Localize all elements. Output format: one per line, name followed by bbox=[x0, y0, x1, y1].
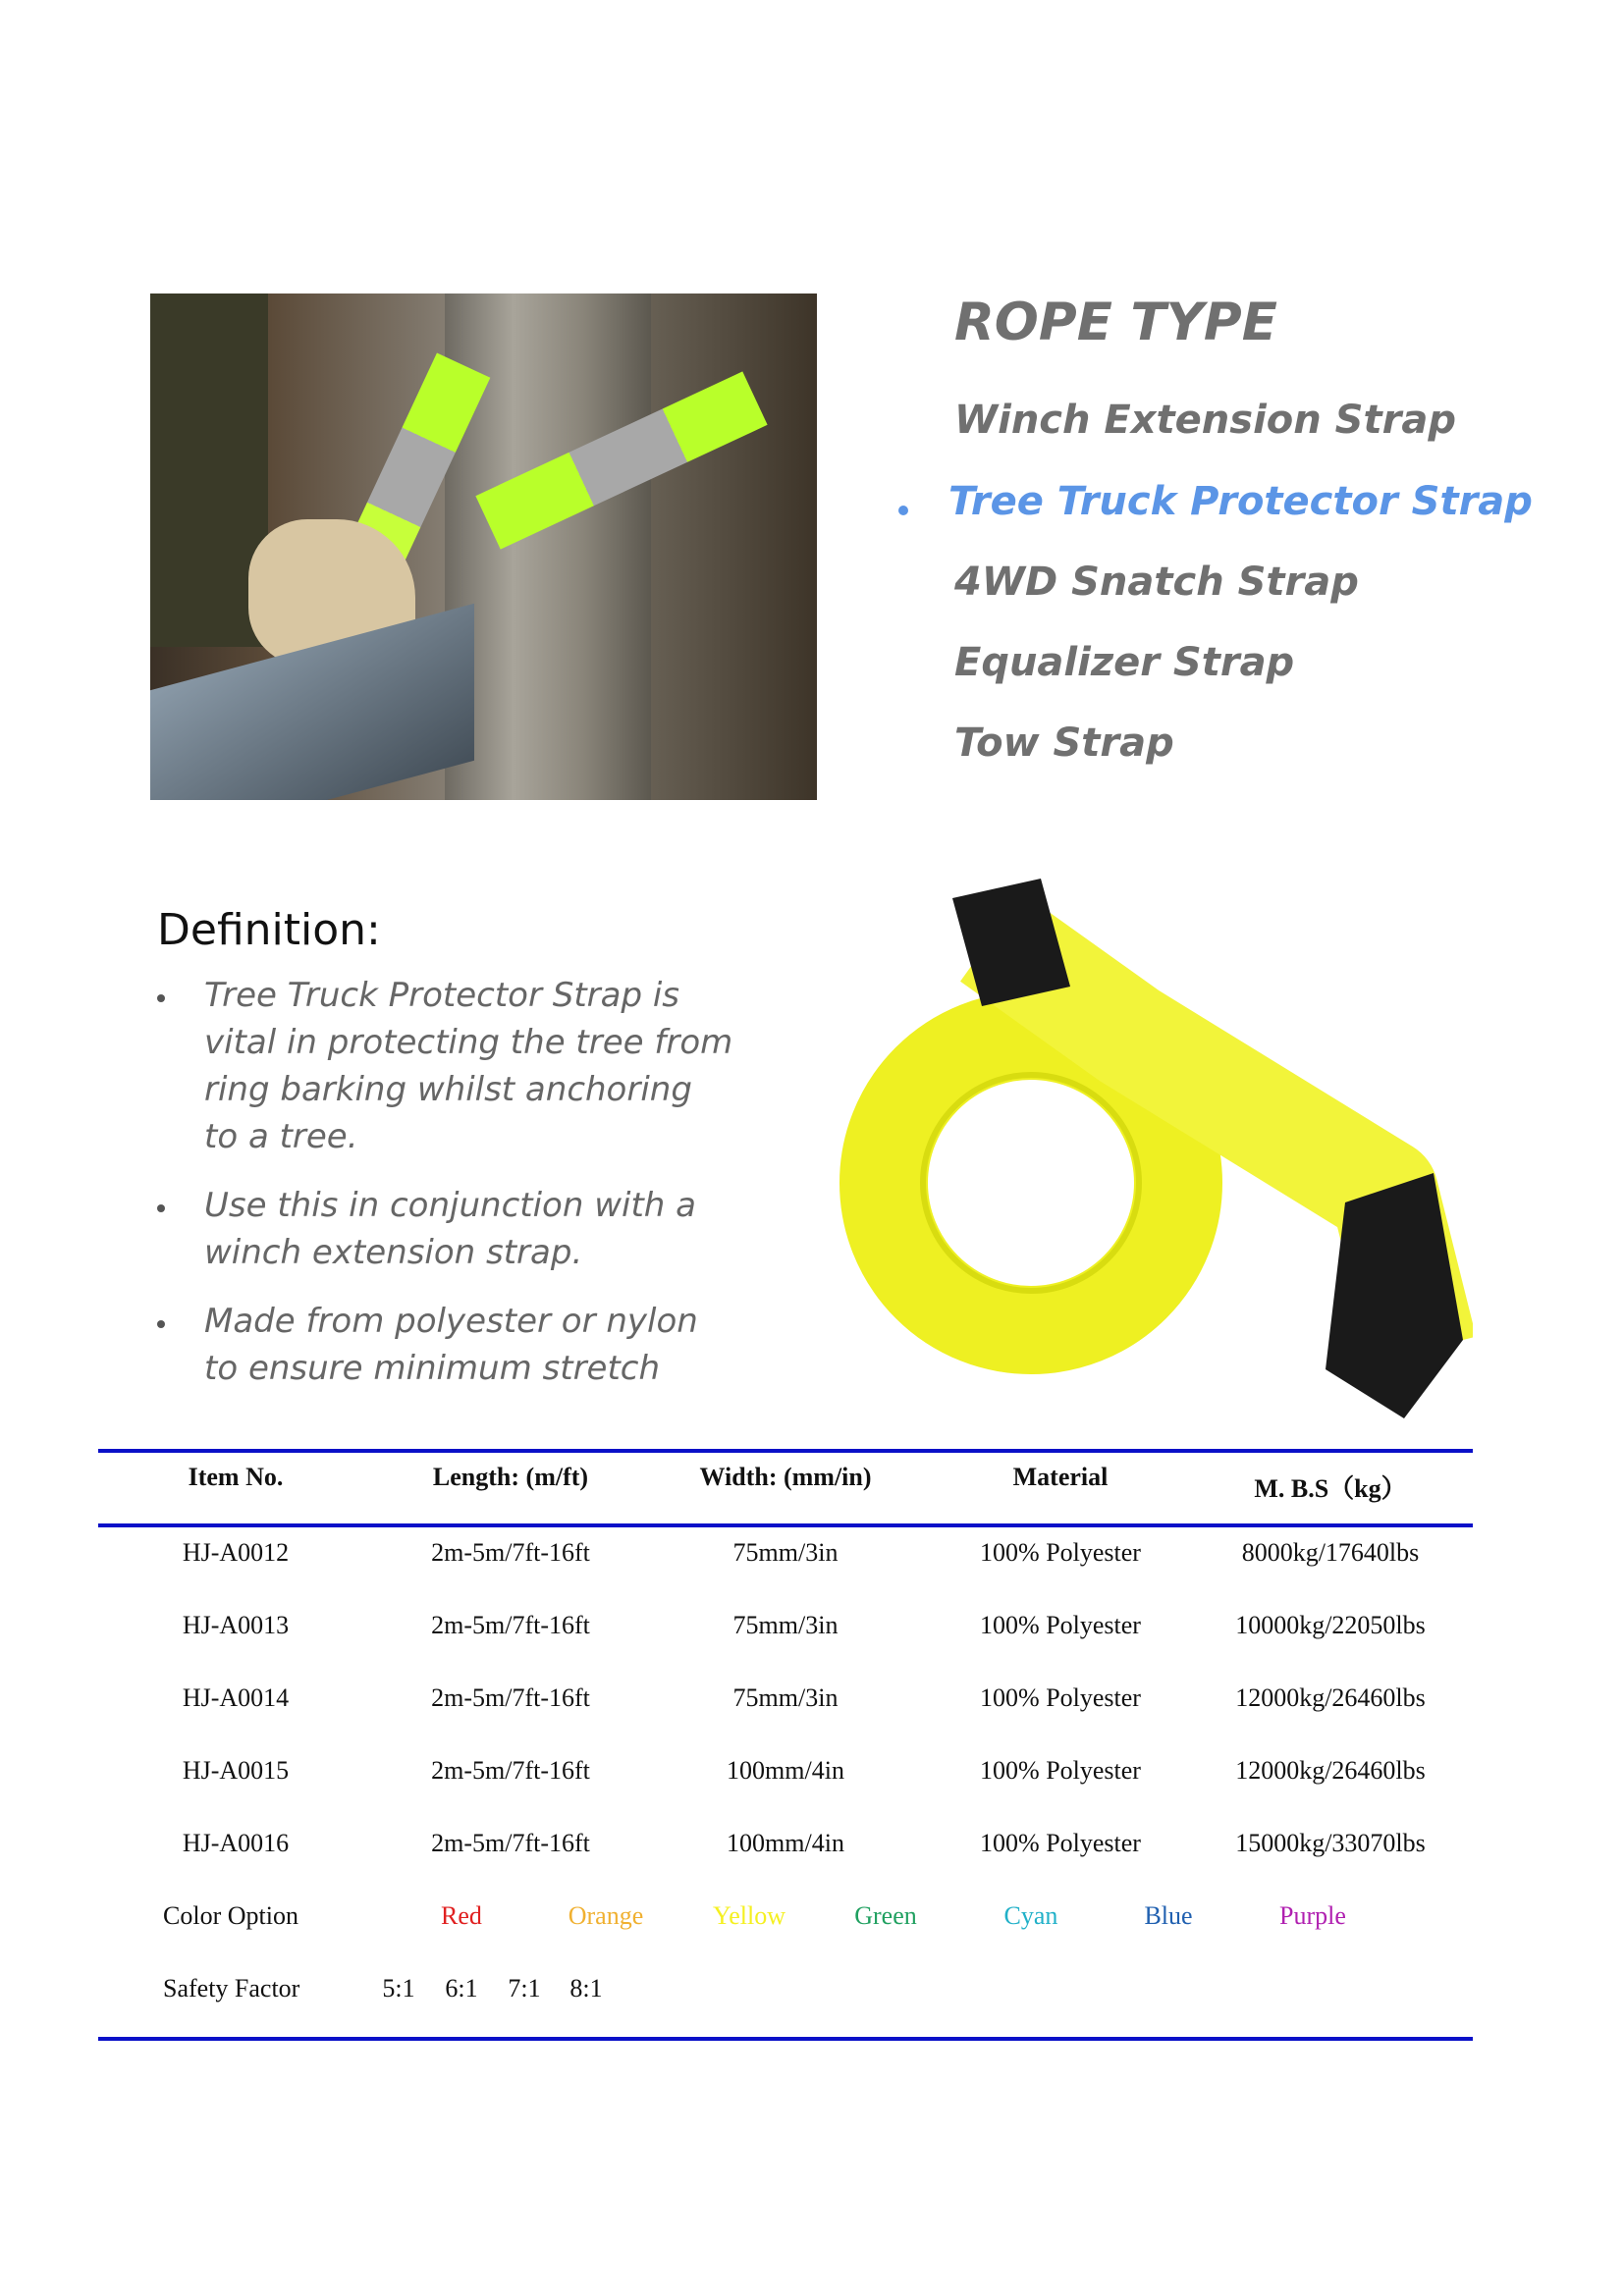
header-width: Width: (mm/in) bbox=[699, 1463, 872, 1491]
rope-type-item: Equalizer Strap bbox=[954, 640, 1295, 685]
active-bullet-icon bbox=[898, 506, 908, 515]
definition-bullet: Tree Truck Protector Strap is vital in protecting the tree from ring barking whilst anchoring to a tree. bbox=[204, 976, 733, 1156]
table-cell: 100% Polyester bbox=[980, 1683, 1141, 1712]
header-mbs: M. B.S（kg） bbox=[1254, 1474, 1407, 1503]
table-cell: 2m-5m/7ft-16ft bbox=[431, 1756, 590, 1785]
rope-type-heading: ROPE TYPE bbox=[954, 293, 1277, 352]
header-length: Length: (m/ft) bbox=[432, 1463, 589, 1491]
color-option-yellow: Yellow bbox=[713, 1901, 785, 1930]
tree-strap-photo bbox=[150, 294, 817, 800]
safety-factor-value: 5:1 bbox=[382, 1974, 415, 2002]
table-cell: 8000kg/17640lbs bbox=[1241, 1538, 1420, 1567]
table-cell: 100% Polyester bbox=[980, 1538, 1141, 1567]
definition-bullet: Use this in conjunction with a winch extension strap. bbox=[204, 1186, 696, 1272]
definition-bullet: Made from polyester or nylon to ensure minimum stretch bbox=[204, 1302, 698, 1388]
color-option-cyan: Cyan bbox=[1003, 1901, 1058, 1930]
table-cell: HJ-A0016 bbox=[182, 1829, 290, 1857]
color-option-green: Green bbox=[854, 1901, 917, 1930]
table-cell: 12000kg/26460lbs bbox=[1235, 1756, 1426, 1785]
table-cell: 10000kg/22050lbs bbox=[1235, 1611, 1426, 1639]
table-bottom-rule bbox=[98, 2037, 1473, 2041]
header-material: Material bbox=[1012, 1463, 1109, 1491]
table-cell: HJ-A0015 bbox=[182, 1756, 290, 1785]
definition-heading: Definition: bbox=[157, 905, 381, 955]
table-cell: HJ-A0012 bbox=[182, 1538, 290, 1567]
rope-type-item: Tow Strap bbox=[954, 721, 1174, 766]
yellow-strap-photo bbox=[835, 879, 1473, 1423]
table-header-rule bbox=[98, 1523, 1473, 1527]
table-cell: 100% Polyester bbox=[980, 1611, 1141, 1639]
safety-factor-value: 7:1 bbox=[508, 1974, 541, 2002]
bullet-icon bbox=[157, 1320, 165, 1328]
bullet-icon bbox=[157, 994, 165, 1002]
rope-type-item-active: Tree Truck Protector Strap bbox=[948, 479, 1533, 524]
table-cell: 2m-5m/7ft-16ft bbox=[431, 1611, 590, 1639]
color-option-orange: Orange bbox=[568, 1901, 644, 1930]
table-cell: 100mm/4in bbox=[727, 1829, 844, 1857]
table-top-rule bbox=[98, 1449, 1473, 1453]
table-cell: 15000kg/33070lbs bbox=[1235, 1829, 1426, 1857]
rope-type-item: Winch Extension Strap bbox=[954, 398, 1456, 443]
color-option-purple: Purple bbox=[1279, 1901, 1346, 1930]
table-cell: 2m-5m/7ft-16ft bbox=[431, 1683, 590, 1712]
table-cell: 2m-5m/7ft-16ft bbox=[431, 1538, 590, 1567]
rope-type-item: 4WD Snatch Strap bbox=[954, 560, 1359, 605]
table-cell: 75mm/3in bbox=[732, 1538, 839, 1567]
table-cell: 12000kg/26460lbs bbox=[1235, 1683, 1426, 1712]
safety-factor-value: 6:1 bbox=[445, 1974, 478, 2002]
table-cell: 75mm/3in bbox=[732, 1611, 839, 1639]
table-cell: HJ-A0013 bbox=[182, 1611, 290, 1639]
color-option-label: Color Option bbox=[163, 1901, 298, 1930]
table-cell: 2m-5m/7ft-16ft bbox=[431, 1829, 590, 1857]
table-cell: 100mm/4in bbox=[727, 1756, 844, 1785]
header-item-no: Item No. bbox=[188, 1463, 284, 1491]
safety-factor-value: 8:1 bbox=[569, 1974, 603, 2002]
safety-factor-label: Safety Factor bbox=[163, 1974, 300, 2002]
table-cell: 100% Polyester bbox=[980, 1756, 1141, 1785]
table-cell: 75mm/3in bbox=[732, 1683, 839, 1712]
table-cell: HJ-A0014 bbox=[182, 1683, 290, 1712]
bullet-icon bbox=[157, 1204, 165, 1212]
color-option-red: Red bbox=[441, 1901, 482, 1930]
table-cell: 100% Polyester bbox=[980, 1829, 1141, 1857]
color-option-blue: Blue bbox=[1144, 1901, 1193, 1930]
